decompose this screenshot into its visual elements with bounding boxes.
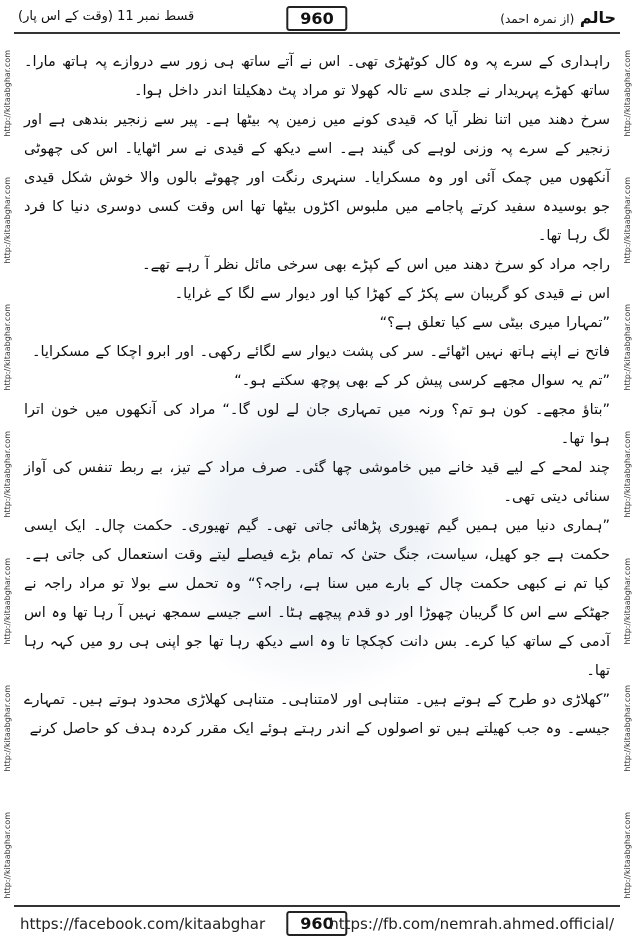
paragraph: راہداری کے سرے پہ وہ کال کوٹھڑی تھی۔ اس نے آتے ساتھ ہی زور سے دروازے پہ ہاتھ مارا۔ ساتھ کھڑے پہریدار نے جلدی سے تالہ کھولا تو مراد پٹ دھکیلتا اندر داخل ہوا۔ <box>24 54 610 99</box>
right-url-strip <box>620 50 634 899</box>
side-url: http://kitaabghar.com <box>2 685 12 772</box>
side-url: http://kitaabghar.com <box>2 558 12 645</box>
paragraph: سرخ دھند میں اتنا نظر آیا کہ قیدی کونے میں زمین پہ بیٹھا ہے۔ پیر سے زنجیر بندھی ہے اور زنجیر کے سرے پہ وزنی لوہے کی گیند ہے۔ اسے دیکھ کے قیدی نے سر اٹھایا۔ اس کی چھوٹی آنکھوں میں چمک آئی اور وہ مسکرایا۔ سنہری رنگت اور چھوٹے بالوں والا خوش شکل قیدی جو بوسیدہ سفید کرتے پاجامے میں ملبوس اکڑوں بیٹھا تھا اس وقت کسی دوسری دنیا کا فرد لگ رہا تھا۔ <box>24 112 610 244</box>
paragraph: ”بتاؤ مجھے۔ کون ہو تم؟ ورنہ میں تمہاری جان لے لوں گا۔“ مراد کی آنکھوں میں خون اترا ہوا تھا۔ <box>24 402 610 447</box>
facebook-link[interactable]: https://facebook.com/kitaabghar <box>20 915 266 933</box>
side-url: http://kitaabghar.com <box>622 50 632 137</box>
paragraph: ”ہماری دنیا میں ہمیں گیم تھیوری پڑھائی جاتی تھی۔ گیم تھیوری۔ حکمت چال۔ ایک ایسی حکمت ہے جو کھیل، سیاست، جنگ حتیٰ کہ تمام بڑے فیصلے لیتے وقت استعمال کی جاتی ہے۔ کیا تم نے کبھی حکمت چال کے بارے میں سنا ہے، راجہ؟“ وہ تحمل سے بولا تو مراد راجہ نے جھٹکے سے اس کا گریبان چھوڑا اور دو قدم پیچھے ہٹا۔ اسے جیسے سمجھ نہیں آ رہا تھا وہ اس آدمی کے ساتھ کیا کرے۔ بس دانت کچکچا تا وہ اسے دیکھ رہا تھا جو اپنی ہی رو میں کہہ رہا تھا۔ <box>24 518 610 679</box>
page-footer <box>14 911 620 937</box>
paragraph: ”تمہارا میری بیٹی سے کیا تعلق ہے؟“ <box>379 315 610 331</box>
side-url: http://kitaabghar.com <box>2 177 12 264</box>
footer-divider <box>14 905 620 907</box>
side-url: http://kitaabghar.com <box>622 177 632 264</box>
page-body <box>24 48 610 887</box>
book-title <box>500 8 616 27</box>
side-url: http://kitaabghar.com <box>2 812 12 899</box>
side-url: http://kitaabghar.com <box>622 558 632 645</box>
footer-page-number: 960 <box>286 911 347 936</box>
side-url: http://kitaabghar.com <box>622 431 632 518</box>
side-url: http://kitaabghar.com <box>622 685 632 772</box>
left-url-strip <box>0 50 14 899</box>
side-url: http://kitaabghar.com <box>2 50 12 137</box>
paragraph: اس نے قیدی کو گریبان سے پکڑ کے کھڑا کیا اور دیوار سے لگا کے غرایا۔ <box>174 286 610 302</box>
paragraph: چند لمحے کے لیے قید خانے میں خاموشی چھا گئی۔ صرف مراد کے تیز، بے ربط تنفس کی آواز سنائی دیتی تھی۔ <box>24 460 610 505</box>
paragraph: فاتح نے اپنے ہاتھ نہیں اٹھائے۔ سر کی پشت دیوار سے لگائے رکھی۔ اور ابرو اچکا کے مسکرایا۔ <box>32 344 610 360</box>
author-facebook-link[interactable]: https://fb.com/nemrah.ahmed.official/ <box>329 915 614 933</box>
header-divider <box>14 32 620 34</box>
side-url: http://kitaabghar.com <box>2 431 12 518</box>
side-url: http://kitaabghar.com <box>2 304 12 391</box>
header-page-number: 960 <box>286 6 347 31</box>
page-header <box>14 6 620 34</box>
episode-label: قسط نمبر 11 (وقت کے اس پار) <box>18 9 195 24</box>
paragraph: راجہ مراد کو سرخ دھند میں اس کے کپڑے بھی سرخی مائل نظر آ رہے تھے۔ <box>142 257 610 273</box>
title-text: حالم <box>579 8 616 27</box>
side-url: http://kitaabghar.com <box>622 304 632 391</box>
side-url: http://kitaabghar.com <box>622 812 632 899</box>
paragraph: ”تم یہ سوال مجھے کرسی پیش کر کے بھی پوچھ سکتے ہو۔“ <box>234 373 610 389</box>
author-text: (از نمرہ احمد) <box>500 12 575 26</box>
paragraph: ”کھلاڑی دو طرح کے ہوتے ہیں۔ متناہی اور لامتناہی۔ متناہی کھلاڑی محدود ہوتے ہیں۔ تمہارے جیسے۔ وہ جب کھیلتے ہیں تو اصولوں کے اندر رہتے ہوئے ایک مقرر کردہ ہدف کو حاصل کرنے <box>24 692 610 737</box>
